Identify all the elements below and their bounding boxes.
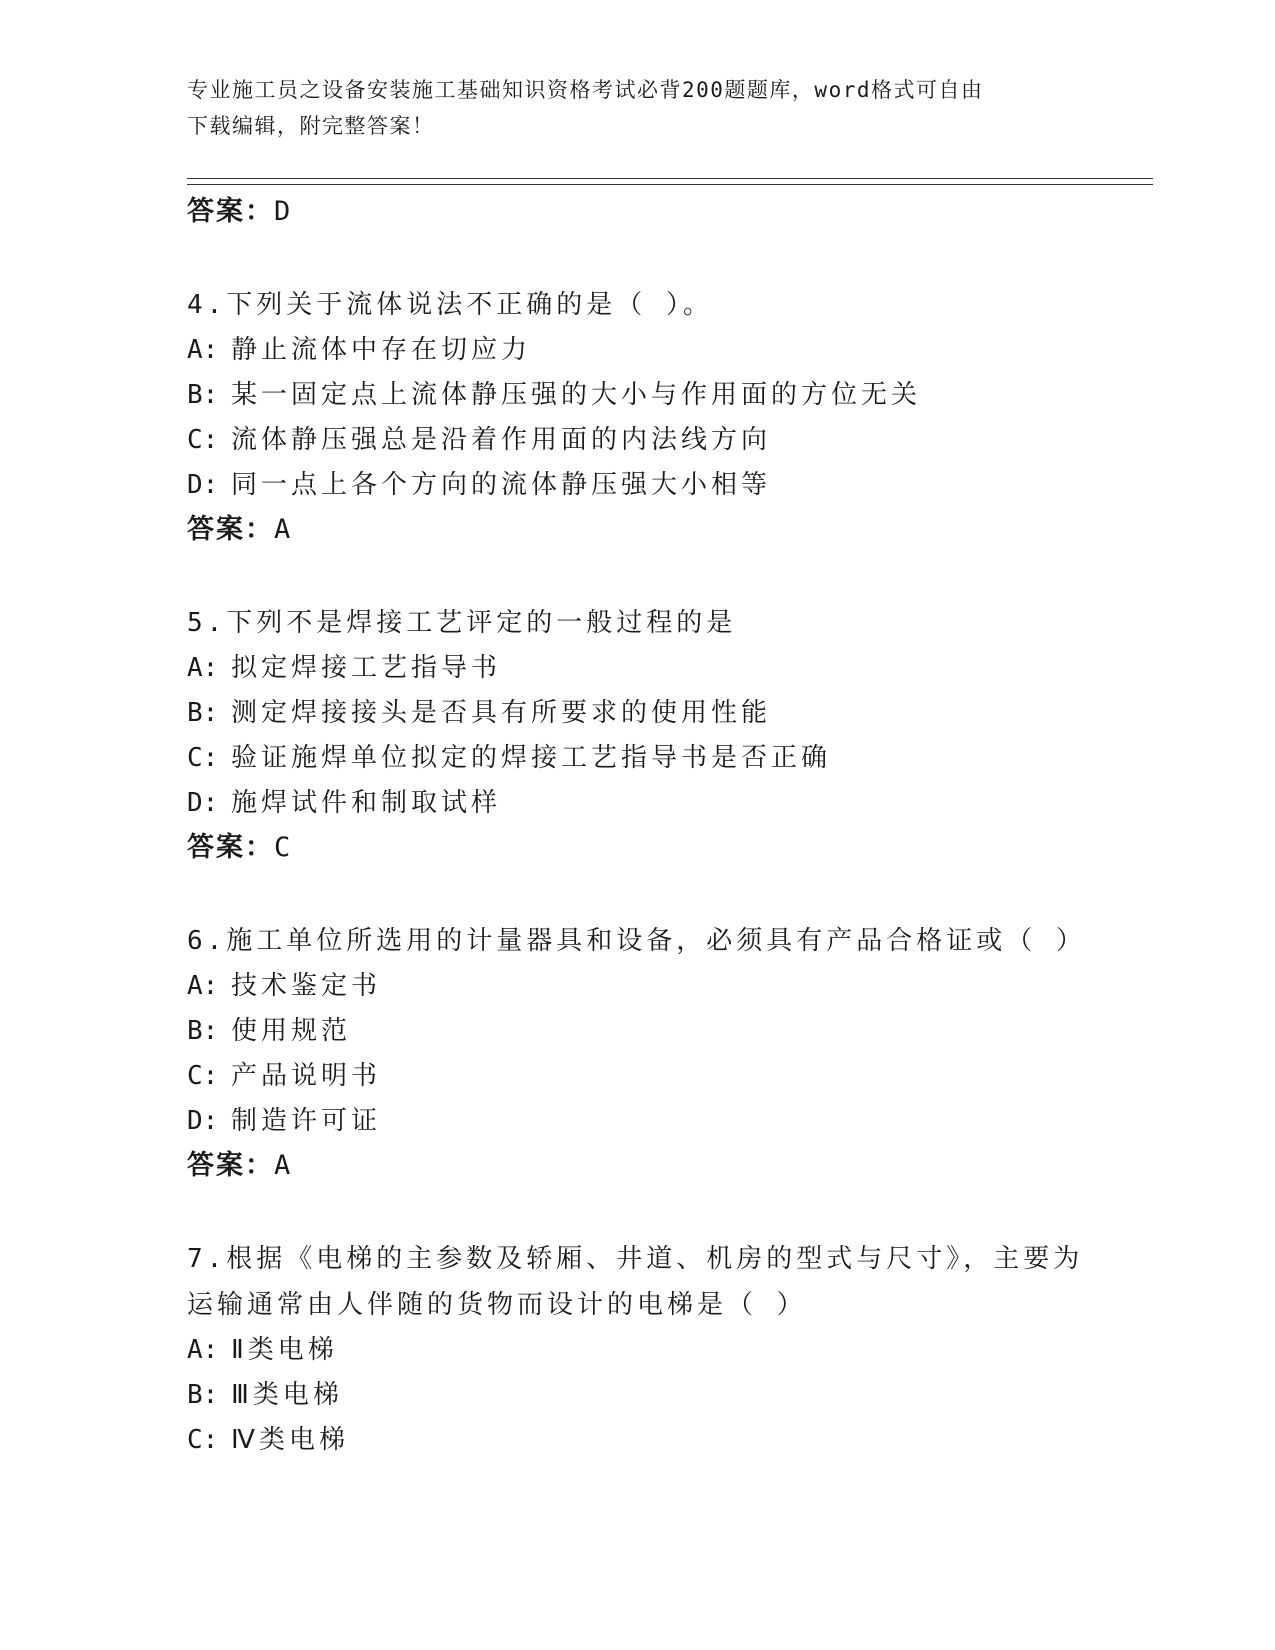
answer-line (187, 826, 1147, 870)
option-a (187, 1328, 1147, 1373)
option-key: A: (187, 971, 219, 1001)
option-a (187, 964, 1147, 1009)
question-block (187, 918, 1147, 1188)
option-key: C: (187, 743, 219, 773)
answer-line (187, 1144, 1147, 1188)
answer-line (187, 190, 1147, 234)
option-key: C: (187, 1061, 219, 1091)
document-header (187, 72, 1087, 144)
option-text: 验证施焊单位拟定的焊接工艺指导书是否正确 (231, 743, 832, 773)
question-block (187, 282, 1147, 552)
option-key: A: (187, 335, 219, 365)
header-line-2: 下载编辑，附完整答案！ (187, 114, 435, 138)
question-block (187, 1236, 1147, 1463)
option-text: Ⅲ类电梯 (231, 1380, 343, 1410)
option-key: B: (187, 380, 219, 410)
option-text: 施焊试件和制取试样 (231, 788, 502, 818)
option-text: 制造许可证 (231, 1106, 382, 1136)
question-text: 6.施工单位所选用的计量器具和设备，必须具有产品合格证或（ ） (187, 926, 1086, 956)
answer-line (187, 508, 1147, 552)
option-key: C: (187, 1425, 219, 1455)
option-text: 流体静压强总是沿着作用面的内法线方向 (231, 425, 772, 455)
option-key: A: (187, 1335, 219, 1365)
option-key: D: (187, 470, 219, 500)
option-c (187, 1418, 1147, 1463)
header-line-1: 专业施工员之设备安装施工基础知识资格考试必背200题题库，word格式可自由 (187, 78, 984, 102)
question-text-line-2: 运输通常由人伴随的货物而设计的电梯是（ ） (187, 1290, 807, 1320)
option-key: A: (187, 653, 219, 683)
question-text: 5.下列不是焊接工艺评定的一般过程的是 (187, 608, 737, 638)
option-key: B: (187, 1016, 219, 1046)
header-divider (187, 178, 1153, 185)
question-text: 4.下列关于流体说法不正确的是（ ）。 (187, 290, 713, 320)
answer-label: 答案： (187, 514, 274, 545)
answer-label: 答案： (187, 832, 274, 863)
option-key: B: (187, 698, 219, 728)
answer-value: D (274, 196, 293, 227)
option-key: B: (187, 1380, 219, 1410)
option-key: C: (187, 425, 219, 455)
answer-label: 答案： (187, 1150, 274, 1181)
option-c (187, 1054, 1147, 1099)
option-c (187, 736, 1147, 781)
answer-value: A (274, 514, 293, 545)
option-a (187, 328, 1147, 373)
option-text: 技术鉴定书 (231, 971, 382, 1001)
option-d (187, 463, 1147, 508)
option-text: 使用规范 (231, 1016, 352, 1046)
option-text: 拟定焊接工艺指导书 (231, 653, 502, 683)
question-block (187, 600, 1147, 870)
question-list (187, 190, 1147, 1463)
option-key: D: (187, 788, 219, 818)
option-d (187, 781, 1147, 826)
option-text: 某一固定点上流体静压强的大小与作用面的方位无关 (231, 380, 922, 410)
option-b (187, 1009, 1147, 1054)
option-d (187, 1099, 1147, 1144)
option-text: 同一点上各个方向的流体静压强大小相等 (231, 470, 772, 500)
option-text: Ⅳ类电梯 (231, 1425, 349, 1455)
option-text: Ⅱ类电梯 (231, 1335, 338, 1365)
answer-label: 答案： (187, 196, 274, 227)
option-text: 产品说明书 (231, 1061, 382, 1091)
option-a (187, 646, 1147, 691)
answer-value: A (274, 1150, 293, 1181)
question-text-line-1: 7.根据《电梯的主参数及轿厢、井道、机房的型式与尺寸》，主要为 (187, 1244, 1084, 1274)
answer-value: C (274, 832, 293, 863)
option-b (187, 691, 1147, 736)
option-text: 测定焊接接头是否具有所要求的使用性能 (231, 698, 772, 728)
option-b (187, 1373, 1147, 1418)
option-b (187, 373, 1147, 418)
option-text: 静止流体中存在切应力 (231, 335, 532, 365)
option-c (187, 418, 1147, 463)
option-key: D: (187, 1106, 219, 1136)
